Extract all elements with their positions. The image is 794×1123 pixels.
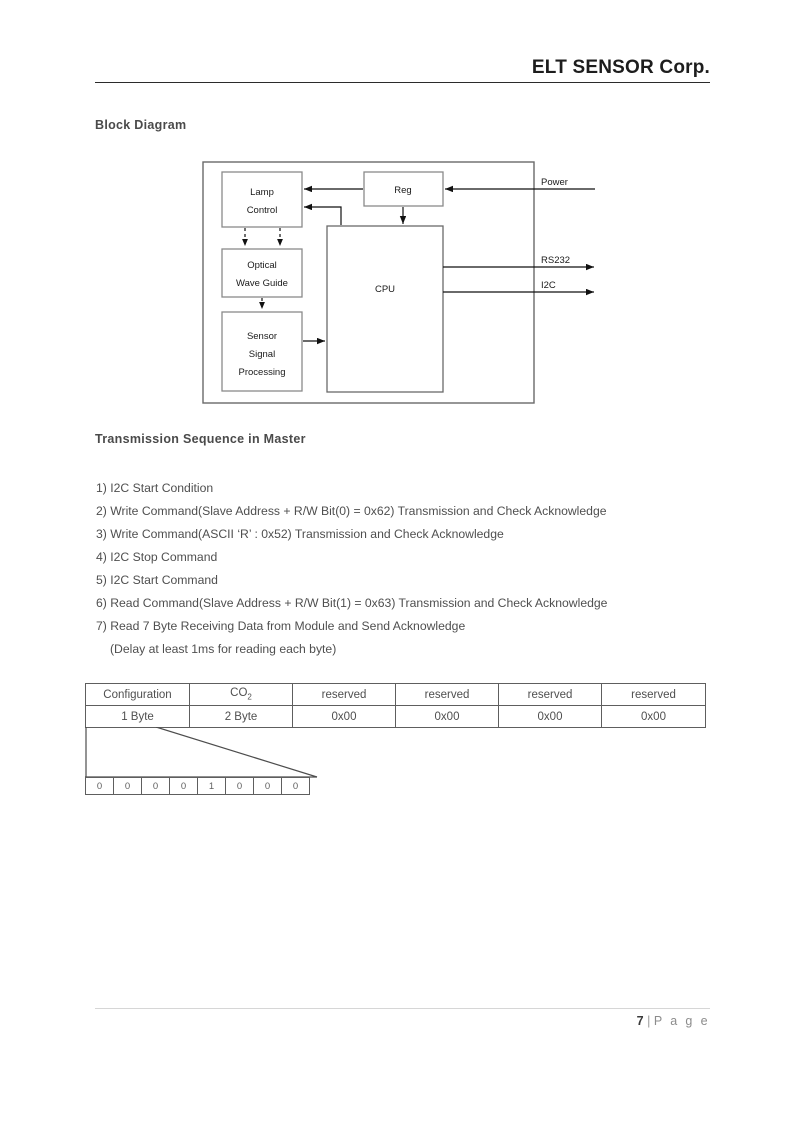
transmission-sequence-list bbox=[96, 477, 736, 661]
sequence-step: 3) Write Command(ASCII ‘R’ : 0x52) Transmission and Check Acknowledge bbox=[96, 527, 504, 541]
table-cell: 0x00 bbox=[396, 706, 499, 728]
table-cell: 0x00 bbox=[602, 706, 706, 728]
block-sensor-signal-processing-line-2: Processing bbox=[238, 367, 286, 378]
footer-separator: | bbox=[647, 1014, 651, 1028]
table-cell: 0x00 bbox=[499, 706, 602, 728]
bit-cell: 0 bbox=[282, 778, 310, 795]
footer-page-number: 7 bbox=[636, 1014, 644, 1028]
arrow-cpu-to-lamp-control bbox=[304, 207, 341, 225]
block-cpu-label: CPU bbox=[374, 284, 396, 295]
block-optical-wave-guide bbox=[222, 249, 302, 297]
block-optical-wave-guide-line-0: Optical bbox=[247, 260, 277, 271]
header-divider bbox=[95, 82, 710, 83]
sequence-step: 6) Read Command(Slave Address + R/W Bit(1) = 0x63) Transmission and Check Acknowledge bbox=[96, 596, 608, 610]
io-label-rs232: RS232 bbox=[541, 255, 571, 266]
table-header-cell: Configuration bbox=[86, 684, 190, 706]
sequence-step: 5) I2C Start Command bbox=[96, 573, 218, 587]
bit-cell: 0 bbox=[170, 778, 198, 795]
table-header-cell: reserved bbox=[602, 684, 706, 706]
footer-divider bbox=[95, 1008, 710, 1009]
table-header-cell: $CO_2$ bbox=[190, 684, 293, 706]
table-cell: 1 Byte bbox=[86, 706, 190, 728]
bit-cell: 0 bbox=[86, 778, 114, 795]
bit-cell: 0 bbox=[254, 778, 282, 795]
block-lamp-control-line-1: Control bbox=[246, 205, 278, 216]
byte-layout-table bbox=[85, 683, 706, 728]
table-header-cell: reserved bbox=[396, 684, 499, 706]
block-lamp-control-line-0: Lamp bbox=[250, 187, 274, 198]
callout-diagonal bbox=[156, 727, 317, 777]
table-cell: 2 Byte bbox=[190, 706, 293, 728]
io-label-i2c: I2C bbox=[541, 280, 556, 291]
sequence-step: 7) Read 7 Byte Receiving Data from Module and Send Acknowledge bbox=[96, 619, 466, 633]
table-header-cell: reserved bbox=[293, 684, 396, 706]
bit-row bbox=[86, 778, 310, 795]
sequence-step: 1) I2C Start Condition bbox=[96, 481, 214, 495]
table-cell: 0x00 bbox=[293, 706, 396, 728]
bit-cell: 0 bbox=[226, 778, 254, 795]
block-sensor-signal-processing-line-1: Signal bbox=[248, 349, 276, 360]
section-heading-block-diagram: Block Diagram bbox=[95, 118, 187, 132]
block-reg-label: Reg bbox=[394, 185, 412, 196]
block-diagram-figure bbox=[195, 155, 605, 410]
io-label-power: Power bbox=[541, 177, 568, 188]
bit-cell: 0 bbox=[142, 778, 170, 795]
table-row bbox=[86, 706, 706, 728]
table-header-row bbox=[86, 684, 706, 706]
footer-page-word: P a g e bbox=[653, 1014, 710, 1028]
table-header-cell: reserved bbox=[499, 684, 602, 706]
page-title: ELT SENSOR Corp. bbox=[531, 57, 710, 78]
bit-cell: 1 bbox=[198, 778, 226, 795]
bit-field-table bbox=[85, 777, 310, 795]
block-cpu bbox=[327, 226, 443, 392]
bit-cell: 0 bbox=[114, 778, 142, 795]
sequence-step: 4) I2C Stop Command bbox=[96, 550, 218, 564]
page-footer bbox=[95, 1014, 710, 1028]
block-optical-wave-guide-line-1: Wave Guide bbox=[236, 278, 288, 289]
sequence-step-note: (Delay at least 1ms for reading each byte) bbox=[110, 642, 337, 656]
block-sensor-signal-processing-line-0: Sensor bbox=[246, 331, 278, 342]
sequence-step: 2) Write Command(Slave Address + R/W Bit(0) = 0x62) Transmission and Check Acknowledge bbox=[96, 504, 607, 518]
section-heading-transmission-sequence: Transmission Sequence in Master bbox=[95, 432, 306, 446]
block-lamp-control bbox=[222, 172, 302, 227]
